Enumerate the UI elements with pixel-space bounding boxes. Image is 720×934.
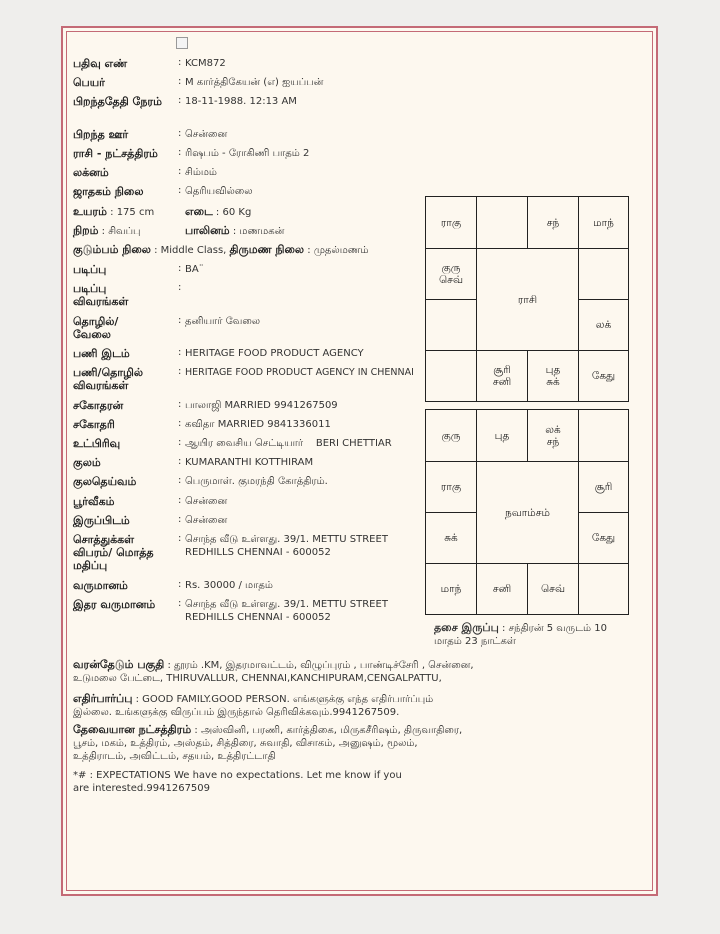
field-value: சிம்மம் xyxy=(185,167,217,178)
expectation-text: எதிர்பார்ப்பு : GOOD FAMILY.GOOD PERSON. எங்களுக்கு எந்த எதிர்பார்ப்பும் இல்லை. உங்களுக்கு விருப்பம் இருந்தால் தெரிவிக்கவும்.9941267509. xyxy=(73,692,434,718)
field-value: சென்னை xyxy=(185,496,228,507)
rasi-planet-kethu: கேது xyxy=(591,370,616,382)
field-label: லக்னம் xyxy=(73,166,109,179)
family-marital-text: குடும்பம் நிலை : Middle Class, திருமண நிலை : முதல்மணம் xyxy=(73,243,369,256)
field-value: சென்னை xyxy=(185,129,228,140)
dasa-label: தசை இருப்பு xyxy=(434,621,499,634)
complexion-label: நிறம் xyxy=(73,224,99,237)
field-label: இருப்பிடம் xyxy=(73,514,130,527)
colon: : xyxy=(178,282,182,293)
field-label: ராசி - நட்சத்திரம் xyxy=(73,147,158,160)
field-value: சென்னை xyxy=(185,515,228,526)
rasi-cell xyxy=(425,299,477,351)
field-label: குலம் xyxy=(73,456,101,469)
colon: : xyxy=(178,475,182,486)
colon: : xyxy=(178,399,182,410)
colon: : xyxy=(178,57,182,68)
field-value: தெரியவில்லை xyxy=(185,186,253,197)
field-value: 18-11-1988. 12:13 AM xyxy=(185,96,297,107)
stars-label: தேவையான நட்சத்திரம் xyxy=(73,723,192,736)
gender-text: பாலினம் : மணமகன் xyxy=(185,224,285,237)
field-value: KUMARANTHI KOTTHIRAM xyxy=(185,457,314,468)
field-value: BA¨ xyxy=(185,264,204,275)
colon: : xyxy=(178,495,182,506)
field-value: கவிதா MARRIED 9841336011 xyxy=(185,419,331,430)
rasi-planet-chandran: சந் xyxy=(546,216,560,229)
height-label: உயரம் xyxy=(73,205,107,218)
colon: : xyxy=(178,315,182,326)
field-value: HERITAGE FOOD PRODUCT AGENCY xyxy=(185,348,364,359)
navamsam-cell: லக் சந் xyxy=(527,409,579,462)
partner-area-text: வரன்தேடும் பகுதி : தூரம் .KM, இதரமாவட்டம், விழுப்புரம் , பாண்டிச்சேரி , சென்னை, உடுமலை பேட்டை, THIRUVALLUR, CHENNAI,KANCHIPURAM,CENGALPATTU, xyxy=(73,658,474,684)
field-label: குலதெய்வம் xyxy=(73,475,137,488)
field-label: பிறந்ததேதி நேரம் xyxy=(73,95,162,108)
navamsam-cell: குரு xyxy=(425,409,477,462)
colon: : xyxy=(178,366,182,377)
field-label: பணி இடம் xyxy=(73,347,130,360)
field-value: HERITAGE FOOD PRODUCT AGENCY IN CHENNAI xyxy=(185,367,414,378)
field-value: Rs. 30000 / மாதம் xyxy=(185,580,273,591)
complexion-value: சிவப்பு xyxy=(108,226,141,237)
field-label: பூர்வீகம் xyxy=(73,495,115,508)
field-label: படிப்பு xyxy=(73,263,107,276)
colon: : xyxy=(178,166,182,177)
rasi-planet-suriyan-sani: சூரி சனி xyxy=(492,364,512,388)
rasi-planet-guru-sevvai: குரு செவ் xyxy=(438,262,464,286)
field-label: ஜாதகம் நிலை xyxy=(73,185,144,198)
weight-value: 60 Kg xyxy=(222,207,252,218)
height-text: உயரம் : 175 cm xyxy=(73,205,155,218)
field-label: பதிவு எண் xyxy=(73,57,128,70)
weight-text: எடை : 60 Kg xyxy=(185,205,252,218)
stars-text: தேவையான நட்சத்திரம் : அஸ்வினி, பரணி, கார்த்திகை, மிருகசீரிஷம், திருவாதிரை, பூசம், மகம், உத்திரம், அஸ்தம், சித்திரை, சுவாதி, விசாகம், அனுஷம், மூலம், உத்திராடம், அவிட்டம், சதயம், உத்திரட்டாதி xyxy=(73,723,463,762)
field-label: பிறந்த ஊர் xyxy=(73,128,129,141)
colon: : xyxy=(178,347,182,358)
field-value: சொந்த வீடு உள்ளது. 39/1. METTU STREET REDHILLS CHENNAI - 600052 xyxy=(185,599,388,623)
field-value: தனியார் வேலை xyxy=(185,316,261,327)
gender-label: பாலினம் xyxy=(185,224,230,237)
colon: : xyxy=(178,579,182,590)
weight-label: எடை xyxy=(185,205,213,218)
field-label: வருமானம் xyxy=(73,579,128,592)
navamsam-cell: புத xyxy=(476,409,528,462)
navamsam-cell: கேது xyxy=(578,512,629,564)
navamsam-cell: ராகு xyxy=(425,461,477,513)
dasa-value: சந்திரன் 5 வருடம் 10 மாதம் 23 நாட்கள் xyxy=(434,623,607,647)
field-label: பணி/தொழில் விவரங்கள் xyxy=(73,366,143,392)
rasi-planet-maandhi: மாந் xyxy=(593,216,614,229)
field-value: சொந்த வீடு உள்ளது. 39/1. METTU STREET REDHILLS CHENNAI - 600052 xyxy=(185,534,388,558)
field-value: KCM872 xyxy=(185,58,226,69)
field-label: சகோதரி xyxy=(73,418,115,431)
marital-status-value: முதல்மணம் xyxy=(313,245,369,256)
colon: : xyxy=(178,147,182,158)
partner-area-value: தூரம் .KM, இதரமாவட்டம், விழுப்புரம் , பாண்டிச்சேரி , சென்னை, உடுமலை பேட்டை, THIRUVALLUR, CHENNAI,KANCHIPURAM,CENGALPATTU, xyxy=(73,660,474,684)
navamsam-center: நவாம்சம் xyxy=(476,461,579,564)
field-label: பெயர் xyxy=(73,76,105,89)
stars-value: அஸ்வினி, பரணி, கார்த்திகை, மிருகசீரிஷம், திருவாதிரை, பூசம், மகம், உத்திரம், அஸ்தம், சித்திரை, சுவாதி, விசாகம், அனுஷம், மூலம், உத்திராடம், அவிட்டம், சதயம், உத்திரட்டாதி xyxy=(73,725,463,762)
navamsam-cell xyxy=(578,563,629,615)
navamsam-cell: சூரி xyxy=(578,461,629,513)
field-label: படிப்பு விவரங்கள் xyxy=(73,282,129,308)
complexion-text: நிறம் : சிவப்பு xyxy=(73,224,141,237)
colon: : xyxy=(178,128,182,139)
colon: : xyxy=(178,263,182,274)
navamsam-cell xyxy=(578,409,629,462)
rasi-planet-budhan-sukran: புத சுக் xyxy=(545,364,561,388)
rasi-cell xyxy=(425,350,477,402)
colon: : xyxy=(178,598,182,609)
navamsam-cell: மாந் xyxy=(425,563,477,615)
partner-area-label: வரன்தேடும் பகுதி xyxy=(73,658,165,671)
rasi-cell xyxy=(476,196,528,249)
navamsam-cell: சுக் xyxy=(425,512,477,564)
field-label: தொழில்/ வேலை xyxy=(73,315,119,341)
note-label: *# xyxy=(73,770,87,781)
field-label: இதர வருமானம் xyxy=(73,598,156,611)
colon: : xyxy=(178,514,182,525)
rasi-planet-rahu: ராகு xyxy=(440,216,462,229)
rasi-cell xyxy=(578,248,629,300)
colon: : xyxy=(178,533,182,544)
field-label: சகோதரன் xyxy=(73,399,124,412)
colon: : xyxy=(178,418,182,429)
broken-image-icon xyxy=(176,37,188,49)
field-value: பாலாஜி MARRIED 9941267509 xyxy=(185,400,338,411)
colon: : xyxy=(178,185,182,196)
family-status-value: Middle Class, xyxy=(160,245,227,256)
colon: : xyxy=(178,456,182,467)
colon: : xyxy=(178,76,182,87)
colon: : xyxy=(178,95,182,106)
rasi-planet-lagnam: லக் xyxy=(595,319,612,331)
field-value: ஆயிர வைசிய செட்டியார் BERI CHETTIAR xyxy=(185,438,392,449)
rasi-center: ராசி xyxy=(476,248,579,351)
field-value: பெருமாள். குமரந்தி கோத்திரம். xyxy=(185,476,328,487)
note-text: *# : EXPECTATIONS We have no expectations. Let me know if you are interested.9941267509 xyxy=(73,770,402,794)
gender-value: மணமகன் xyxy=(239,226,285,237)
field-value: ரிஷபம் - ரோகிணி பாதம் 2 xyxy=(185,148,310,159)
field-label: சொத்துக்கள் விபரம்/ மொத்த மதிப்பு xyxy=(73,533,154,572)
colon: : xyxy=(178,437,182,448)
field-label: உட்பிரிவு xyxy=(73,437,121,450)
navamsam-cell: செவ் xyxy=(527,563,579,615)
marital-status-label: திருமண நிலை xyxy=(229,243,305,256)
family-status-label: குடும்பம் நிலை xyxy=(73,243,151,256)
dasa-text: தசை இருப்பு : சந்திரன் 5 வருடம் 10 மாதம் 23 நாட்கள் xyxy=(434,621,607,647)
field-value: M கார்த்திகேயன் (எ) ஐயப்பன் xyxy=(185,77,324,88)
height-value: 175 cm xyxy=(116,207,155,218)
expectation-label: எதிர்பார்ப்பு xyxy=(73,692,133,705)
expectation-value: GOOD FAMILY.GOOD PERSON. எங்களுக்கு எந்த எதிர்பார்ப்பும் இல்லை. உங்களுக்கு விருப்பம் இருந்தால் தெரிவிக்கவும்.9941267509. xyxy=(73,694,434,718)
note-value: EXPECTATIONS We have no expectations. Let me know if you are interested.9941267509 xyxy=(73,770,402,794)
navamsam-cell: சனி xyxy=(476,563,528,615)
